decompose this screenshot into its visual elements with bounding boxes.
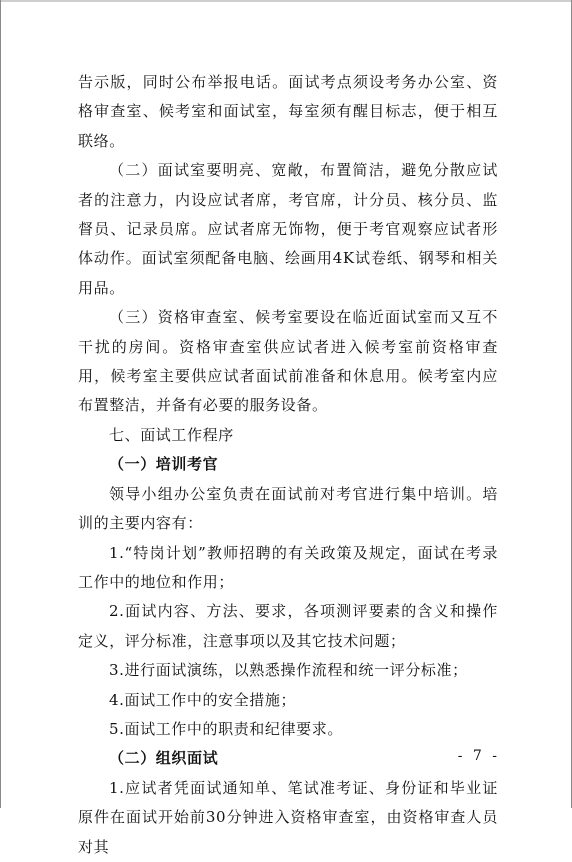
document-body [78, 68, 498, 862]
paragraph-interview-room: （二）面试室要明亮、宽敞，布置简洁，避免分散应试者的注意力，内设应试者席，考官席，计分员、核分员、监督员、记录员席。应试者席无饰物，便于考官观察应试者形体动作。面试室须配备电脑、绘画用4K试卷纸、钢琴和相关用品。 [78, 161, 498, 297]
page-left-edge [0, 0, 1, 808]
section-heading-procedure: 七、面试工作程序 [109, 425, 234, 444]
subsection-heading-organize: （二）组织面试 [109, 749, 219, 768]
paragraph-waiting-room: （三）资格审查室、候考室要设在临近面试室而又互不干扰的房间。资格审查室供应试者进入候考室前资格审查用，候考室主要供应试者面试前准备和休息用。候考室内应布置整洁，并备有必要的服务设备。 [78, 308, 498, 415]
subsection-heading-training: （一）培训考官 [109, 455, 219, 474]
list-item-2: 2.面试内容、方法、要求，各项测评要素的含义和操作定义，评分标准，注意事项以及其它技术问题； [78, 602, 498, 650]
list-item-3: 3.进行面试演练，以熟悉操作流程和统一评分标准； [109, 661, 468, 680]
list-item-4: 4.面试工作中的安全措施； [109, 690, 297, 709]
paragraph-notice-board: 告示版，同时公布举报电话。面试考点须设考务办公室、资格审查室、候考室和面试室，每室须有醒目标志，便于相互联络。 [78, 73, 498, 150]
list-item-5: 5.面试工作中的职责和纪律要求。 [109, 719, 343, 738]
paragraph-training-intro: 领导小组办公室负责在面试前对考官进行集中培训。培训的主要内容有： [78, 484, 498, 533]
paragraph-organize-1: 1.应试者凭面试通知单、笔试准考证、身份证和毕业证原件在面试开始前30分钟进入资格审查室，由资格审查人员对其 [78, 778, 498, 856]
page-top-edge [0, 0, 572, 2]
page-number: - 7 - [457, 748, 500, 764]
list-item-1: 1.“特岗计划”教师招聘的有关政策及规定，面试在考录工作中的地位和作用； [78, 543, 498, 591]
